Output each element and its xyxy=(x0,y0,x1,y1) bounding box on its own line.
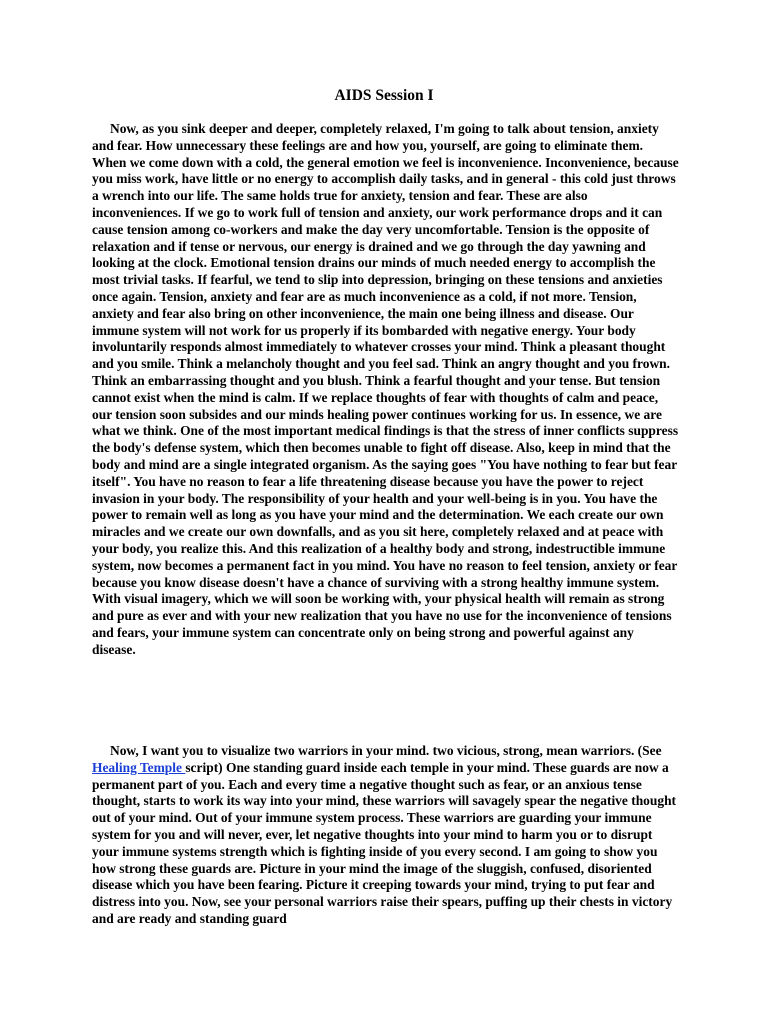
document-title: AIDS Session I xyxy=(334,87,434,104)
healing-temple-link[interactable]: Healing Temple xyxy=(92,759,186,775)
paragraph-2-text-end: script) One standing guard inside each temple in your mind. These guards are now a permanent part of you. Each and every time a negative thought such as fear, or an anxious tense thought, starts to work its way into your mind, these warriors will savagely spear the negative thought out of your mind. Out of your immune system process. These warriors are guarding your immune system for you and will never, ever, let negative thoughts into your mind to harm you or to disrupt your immune systems strength which is fighting inside of you every second. I am going to show you how strong these guards are. Picture in your mind the image of the sluggish, confused, disoriented disease which you have been fearing. Picture it creeping towards your mind, trying to put fear and distress into you. Now, see your personal warriors raise their spears, puffing up their chests in victory and are ready and standing guard xyxy=(92,759,677,926)
paragraph-1: Now, as you sink deeper and deeper, completely relaxed, I'm going to talk about tension, anxiety and fear. How unnecessary these feelings are and how you, yourself, are going to eliminate them. When we come down with a cold, the general emotion we feel is inconvenience. Inconvenience, because you miss work, have little or no energy to accomplish daily tasks, and in general - this cold just throws a wrench into our life. The same holds true for anxiety, tension and fear. These are also inconveniences. If we go to work full of tension and anxiety, our work performance drops and it can cause tension among co-workers and make the day very uncomfortable. Tension is the opposite of relaxation and if tense or nervous, our energy is drained and we go through the day yawning and looking at the clock. Emotional tension drains our minds of much needed energy to accomplish the most trivial tasks. If fearful, we tend to slip into depression, bringing on these tensions and anxieties once again. Tension, anxiety and fear are as much inconvenience as a cold, if not more. Tension, anxiety and fear also bring on other inconvenience, the main one being illness and disease. Our immune system will not work for us properly if its bombarded with negative energy. Your body involuntarily responds almost immediately to whatever crosses your mind. Think a pleasant thought and you smile. Think a melancholy thought and you feel sad. Think an angry thought and you frown. Think an embarrassing thought and you blush. Think a fearful thought and your tense. But tension cannot exist when the mind is calm. If we replace thoughts of fear with thoughts of calm and peace, our tension soon subsides and our minds healing power continues working for us. In essence, we are what we think. One of the most important medical findings is that the stress of inner conflicts suppress the body's defense system, which then becomes unable to fight off disease. Also, keep in mind that the body and mind are a single integrated organism. As the saying goes "You have nothing to fear but fear itself". You have no reason to fear a life threatening disease because you have the power to reject invasion in your body. The responsibility of your health and your well-being is in you. You have the power to remain well as long as you have your mind and the determination. We each create our own miracles and we create our own downfalls, and as you sit here, completely relaxed and at peace with your body, you realize this. And this realization of a healthy body and strong, indestructible immune system, now becomes a permanent fact in you mind. You have no reason to feel tension, anxiety or fear because you know disease doesn't have a chance of surviving with a strong healthy immune system. With visual imagery, which we will soon be working with, your physical health will remain as strong and pure as ever and with your new realization that you have no use for the inconvenience of tensions and fears, your immune system can concentrate only on being strong and powerful against any disease. xyxy=(92,121,679,657)
paragraph-2-text-start: Now, I want you to visualize two warriors in your mind. two vicious, strong, mean warriors. (See xyxy=(110,743,662,758)
paragraph-2 xyxy=(92,743,680,928)
